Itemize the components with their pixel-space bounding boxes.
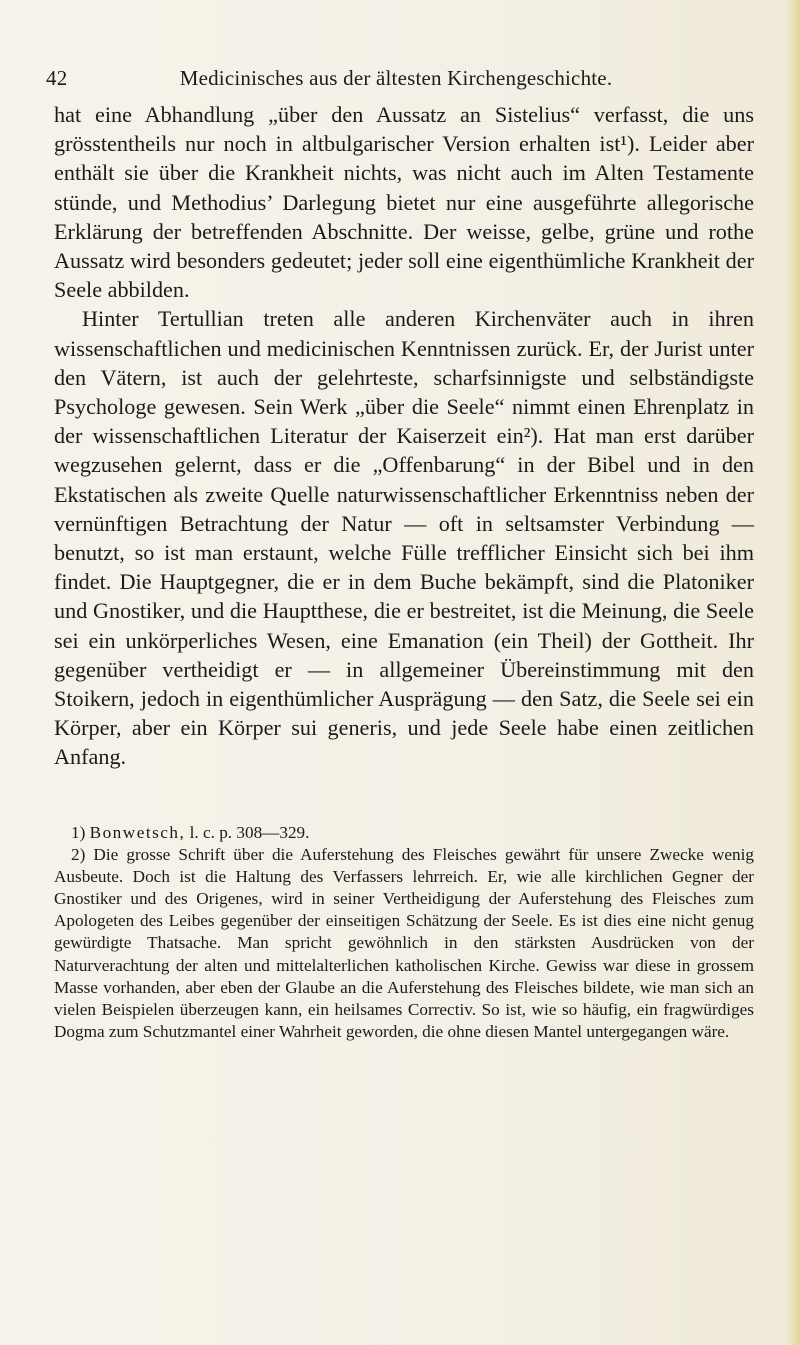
footnote-reference: l. c. p. 308—329.: [189, 823, 310, 842]
paragraph: hat eine Abhandlung „über den Aussatz an Sistelius“ verfasst, die uns grösstentheils nur noch in altbulgarischer Version erhalten ist¹). Leider aber enthält sie über die Krankheit nichts, was nicht auch im Alten Testamente stünde, und Methodius’ Darlegung bietet nur eine ausgeführte allegorische Erklärung der betreffenden Abschnitte. Der weisse, gelbe, grüne und rothe Aussatz wird besonders gedeutet; jeder soll eine eigenthümliche Krankheit der Seele abbilden.: [54, 102, 754, 303]
running-title: Medicinisches aus der ältesten Kirchengeschichte.: [179, 66, 613, 90]
footnote-2: 2) Die grosse Schrift über die Auferstehung des Fleisches gewährt für unsere Zwecke wenig Ausbeute. Doch ist die Haltung des Verfassers lehrreich. Er, wie alle kirchlichen Gegner der Gnostiker und des Origenes, wird in seiner Vertheidigung der Auferstehung des Fleisches zum Apologeten des Leibes gegenüber der einseitigen Schätzung der Seele. Es ist dies eine nicht genug gewürdigte Thatsache. Man spricht gewöhnlich in den stärksten Ausdrücken von der Naturverachtung der alten und mittelalterlichen katholischen Kirche. Gewiss war diese in grossem Masse vorhanden, aber eben der Glaube an die Auferstehung des Fleisches bildete, wie man sich an vielen Beispielen überzeugen kann, ein heilsames Correctiv. So ist, wie so häufig, ein fragwürdiges Dogma zum Schutzmantel einer Wahrheit geworden, die ohne diesen Mantel untergegangen wäre.: [54, 845, 754, 1041]
footnote-1: [54, 822, 754, 844]
footnotes: [54, 822, 754, 1043]
footnote-author: Bonwetsch,: [89, 823, 186, 842]
page-number: 42: [46, 66, 68, 90]
footnote-number: 1): [71, 823, 86, 842]
paragraph: Hinter Tertullian treten alle anderen Kirchenväter auch in ihren wissenschaftlichen und medicinischen Kenntnissen zurück. Er, der Jurist unter den Vätern, ist auch der gelehrteste, scharfsinnigste und selbständigste Psychologe gewesen. Sein Werk „über die Seele“ nimmt einen Ehrenplatz in der wissenschaftlichen Literatur der Kaiserzeit ein²). Hat man erst darüber wegzusehen gelernt, dass er die „Offenbarung“ in der Bibel und in den Ekstatischen als zweite Quelle naturwissenschaftlicher Erkenntniss neben der vernünftigen Betrachtung der Natur — oft in seltsamster Verbindung — benutzt, so ist man erstaunt, welche Fülle trefflicher Einsicht sich bei ihm findet. Die Hauptgegner, die er in dem Buche bekämpft, sind die Platoniker und Gnostiker, und die Hauptthese, die er bestreitet, ist die Meinung, die Seele sei ein unkörperliches Wesen, eine Emanation (ein Theil) der Gottheit. Ihr gegenüber vertheidigt er — in allgemeiner Übereinstimmung mit den Stoikern, jedoch in eigenthümlicher Ausprägung — den Satz, die Seele sei ein Körper, aber ein Körper sui generis, und jede Seele habe einen zeitlichen Anfang.: [54, 306, 754, 770]
main-text: [54, 100, 754, 772]
page-header: [46, 66, 746, 96]
page-edge-shadow: [786, 0, 800, 1345]
